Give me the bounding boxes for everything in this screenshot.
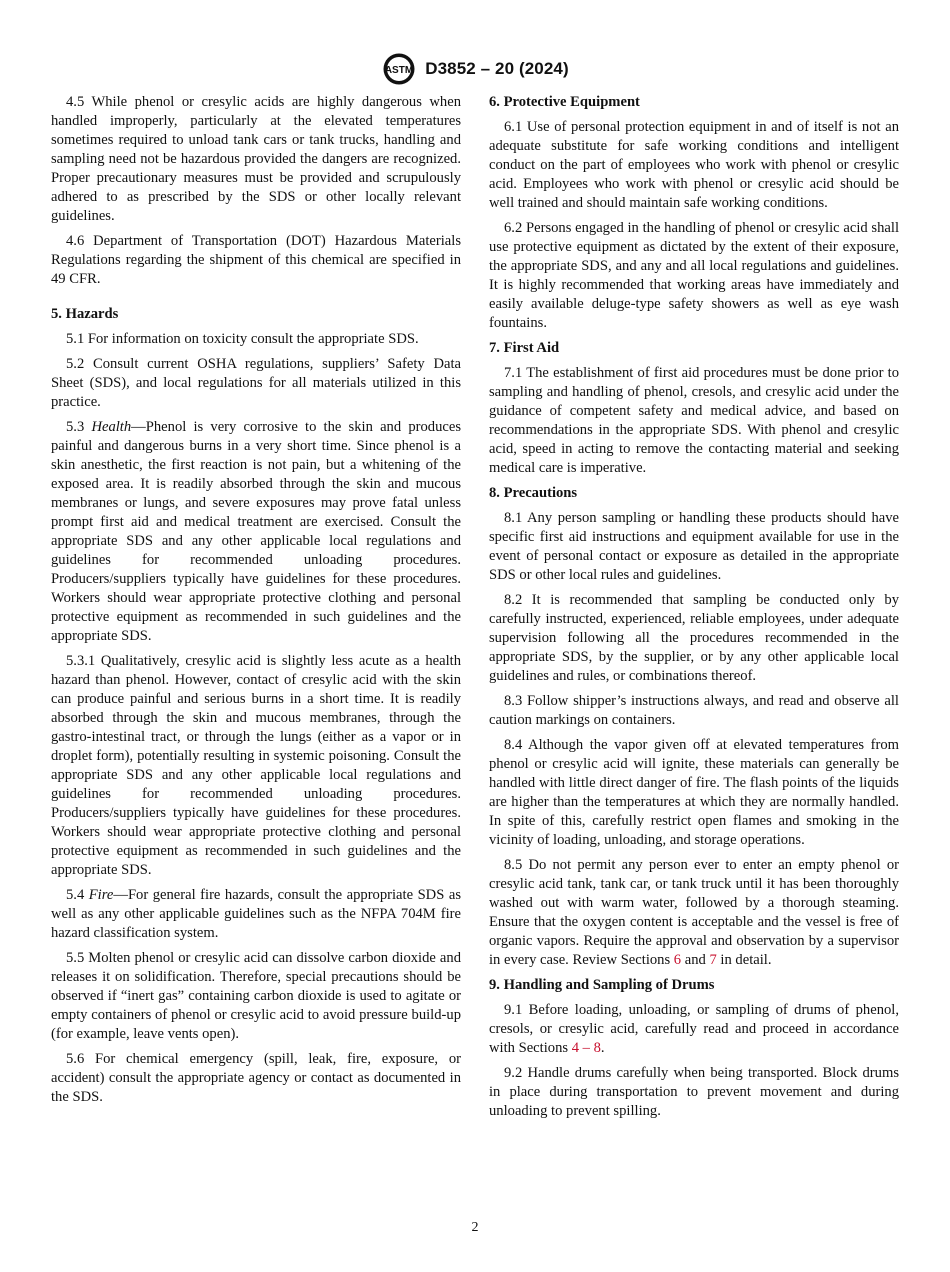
paragraph-9-2: 9.2 Handle drums carefully when being transported. Block drums in place during transportation to prevent movement and during unloading to prevent spilling. [489, 1065, 899, 1119]
paragraph-8-5-and: and [681, 952, 710, 968]
document-id: D3852 – 20 (2024) [425, 59, 569, 78]
paragraph-4-6: 4.6 Department of Transportation (DOT) Hazardous Materials Regulations regarding the shipment of this chemical are specified in 49 CFR. [51, 233, 461, 287]
paragraph-8-1: 8.1 Any person sampling or handling these products should have specific first aid instructions and equipment available for use in the event of personal contact or exposure as detailed in the appropriate SDS or other local rules and guidelines. [489, 510, 899, 583]
section-link-7[interactable]: 7 [709, 952, 717, 968]
paragraph-5-4-number: 5.4 [66, 887, 89, 903]
paragraph-6-1: 6.1 Use of personal protection equipment in and of itself is not an adequate substitute for safe working conditions and intelligent conduct on the part of employees who work with phenol or cresylic acid. Employees who work with phenol or cresylic acid should be well trained and should maintain safe working conditions. [489, 119, 899, 211]
page-number: 2 [471, 1220, 479, 1235]
paragraph-5-6: 5.6 For chemical emergency (spill, leak, fire, exposure, or accident) consult the appropriate agency or contact as documented in the SDS. [51, 1051, 461, 1105]
paragraph-5-2: 5.2 Consult current OSHA regulations, suppliers’ Safety Data Sheet (SDS), and local regulations for all materials utilized in this practice. [51, 356, 461, 410]
section-heading-handling-drums: 9. Handling and Sampling of Drums [489, 977, 715, 993]
section-heading-hazards: 5. Hazards [51, 306, 119, 322]
paragraph-9-1 [489, 1001, 899, 1058]
paragraph-5-4-text: —For general fire hazards, consult the appropriate SDS as well as any other applicable guidelines such as the NFPA 704M fire hazard classification system. [51, 887, 461, 941]
section-heading-first-aid: 7. First Aid [489, 340, 560, 356]
paragraph-5-3-number: 5.3 [66, 419, 92, 435]
paragraph-8-5 [489, 856, 899, 970]
paragraph-8-2: 8.2 It is recommended that sampling be conducted only by carefully instructed, experienced, reliable employees, under adequate supervision following all the procedures recommended in the appropriate SDS, by the supplier, or by any other applicable local guidelines and rules, or combinations thereof. [489, 592, 899, 684]
section-link-4-8[interactable]: 4 – 8 [571, 1040, 601, 1056]
section-heading-protective-equipment: 6. Protective Equipment [489, 94, 640, 110]
paragraph-9-1-end: . [600, 1040, 605, 1056]
paragraph-8-4: 8.4 Although the vapor given off at elevated temperatures from phenol or cresylic acid will ignite, these materials can generally be handled with little direct danger of fire. The flash points of the liquids are higher than the temperatures at which they are normally handled. In spite of this, carefully restrict open flames and smoking in the vicinity of loading, unloading, and storage operations. [489, 737, 899, 848]
paragraph-8-5-end: in detail. [716, 952, 772, 968]
paragraph-5-3-term: Health [91, 419, 132, 435]
astm-logo-icon [381, 52, 417, 86]
paragraph-8-5-text: 8.5 Do not permit any person ever to enter an empty phenol or cresylic acid tank, tank car, or tank truck until it has been thoroughly washed out with warm water, followed by a thorough steaming. Ensure that the oxygen content is acceptable and the vessel is free of organic vapors. Require the approval and observation by a supervisor in every case. Review Sections [489, 857, 899, 968]
section-link-6[interactable]: 6 [673, 952, 682, 968]
paragraph-5-4-term: Fire [88, 887, 114, 903]
paragraph-4-5: 4.5 While phenol or cresylic acids are highly dangerous when handled improperly, particularly at the elevated temperatures sometimes required to unload tank cars or tank trucks, handling and sampling need not be hazardous provided the dangers are recognized. Proper precautionary measures must be provided and scrupulously adhered to as prescribed by the SDS or other locally relevant guidelines. [51, 94, 461, 224]
section-heading-precautions: 8. Precautions [489, 485, 578, 501]
paragraph-5-5: 5.5 Molten phenol or cresylic acid can dissolve carbon dioxide and releases it on solidification. Therefore, special precautions should be observed if “inert gas” containing carbon dioxide is used to agitate or empty containers of phenol or cresylic acid to avoid pressure build-up (for example, leave vents open). [51, 950, 461, 1042]
right-column [489, 93, 899, 1127]
paragraph-5-3 [51, 418, 461, 646]
paragraph-6-2: 6.2 Persons engaged in the handling of phenol or cresylic acid shall use protective equipment as dictated by the extent of their exposure, the appropriate SDS, and any and all local regulations and guidelines. It is highly recommended that working areas have immediately and easily available deluge-type safety showers as well as eye wash fountains. [489, 220, 899, 331]
paragraph-5-4 [51, 886, 461, 943]
left-column [51, 93, 461, 1113]
page-header [0, 52, 950, 86]
paragraph-5-3-text: —Phenol is very corrosive to the skin and produces painful and dangerous burns in a very short time. Since phenol is a skin anesthetic, the first reaction is not pain, but a whitening of the exposed area. It is readily absorbed through the skin and mucous membranes or lungs, and severe exposures may prove fatal unless prompt first aid and medical treatment are exercised. Consult the appropriate SDS and any other applicable local regulations and guidelines for recommended unloading procedures. Producers/suppliers typically have guidelines for these procedures. Workers should wear appropriate protective clothing and personal protective equipment as recommended in such guidelines and the appropriate SDS. [51, 419, 462, 644]
paragraph-9-1-text: 9.1 Before loading, unloading, or sampling of drums of phenol, cresols, or cresylic acid, carefully read and proceed in accordance with Sections [489, 1002, 899, 1056]
paragraph-5-1: 5.1 For information on toxicity consult the appropriate SDS. [66, 331, 419, 347]
paragraph-8-3: 8.3 Follow shipper’s instructions always, and read and observe all caution markings on containers. [489, 693, 899, 728]
paragraph-7-1: 7.1 The establishment of first aid procedures must be done prior to sampling and handling of phenol, cresols, and cresylic acid under the guidance of competent safety and medical advice, and based on recommendations in the appropriate SDS. With phenol and cresylic acid, speed in acting to remove the contacting material and seeking medical care is imperative. [489, 365, 899, 476]
svg-text:ASTM: ASTM [385, 65, 414, 76]
paragraph-5-3-1: 5.3.1 Qualitatively, cresylic acid is slightly less acute as a health hazard than phenol. However, contact of cresylic acid with the skin can produce painful and serious burns in a short time. It is readily absorbed through the skin and mucous membranes, through the gastro-intestinal tract, or through the lungs (either as a vapor or in droplet form), potentially resulting in systemic poisoning. Consult the appropriate SDS and any other applicable local regulations and guidelines for recommended unloading procedures. Producers/suppliers typically have guidelines for these procedures. Workers should wear appropriate protective clothing and personal protective equipment as recommended in such guidelines and the appropriate SDS. [51, 653, 461, 878]
